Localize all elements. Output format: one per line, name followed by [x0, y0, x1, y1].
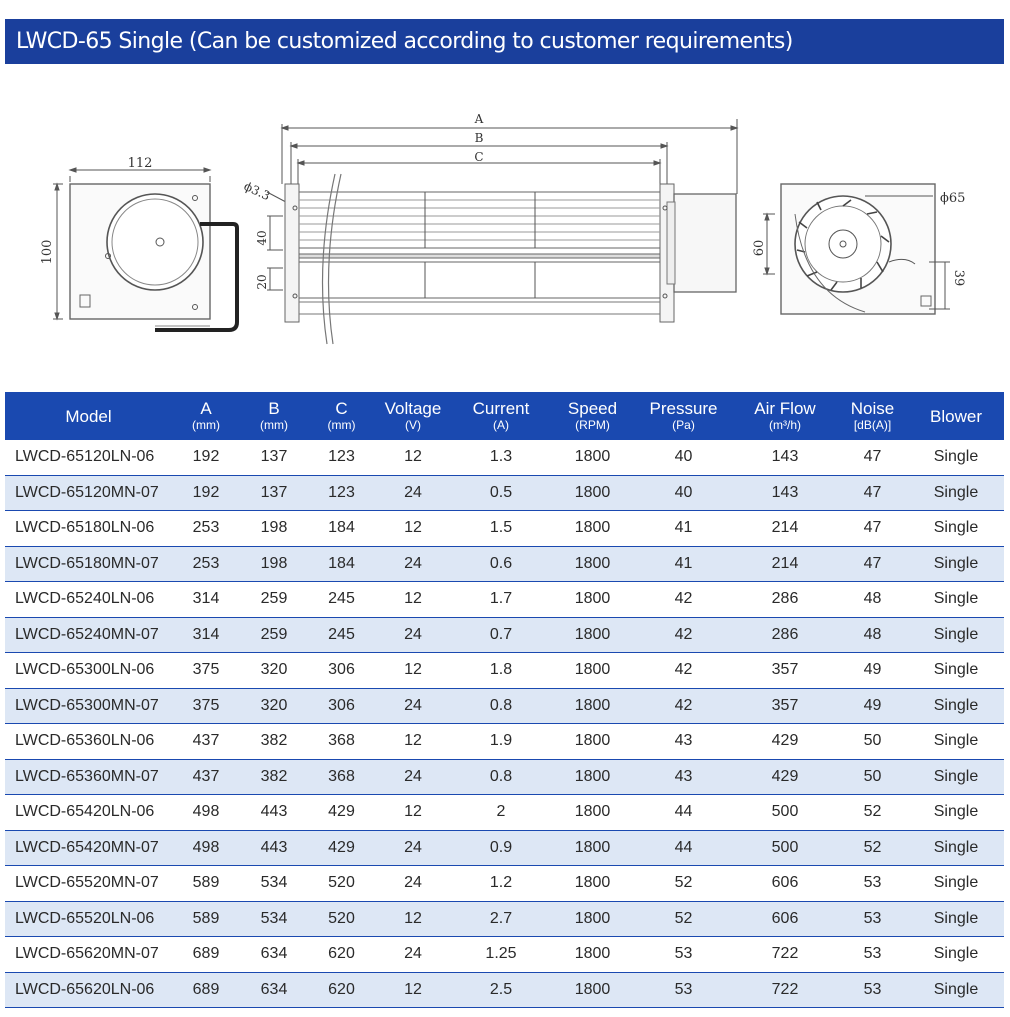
column-header — [634, 392, 733, 440]
table-cell: 306 — [308, 653, 375, 689]
table-cell: 1800 — [551, 759, 634, 795]
table-cell: 192 — [172, 440, 240, 475]
table-cell: 47 — [837, 475, 908, 511]
table-cell: 2.7 — [451, 901, 551, 937]
table-cell: 606 — [733, 901, 837, 937]
column-header-label: C — [335, 399, 348, 418]
table-cell: Single — [908, 901, 1004, 937]
table-cell: 143 — [733, 440, 837, 475]
table-row — [5, 475, 1004, 511]
table-cell: 689 — [172, 972, 240, 1008]
column-header — [733, 392, 837, 440]
table-cell: 1.25 — [451, 937, 551, 973]
table-cell: 47 — [837, 546, 908, 582]
table-cell: Single — [908, 582, 1004, 618]
table-cell: 534 — [240, 901, 308, 937]
table-cell: 498 — [172, 795, 240, 831]
table-cell: 357 — [733, 653, 837, 689]
table-cell: 1800 — [551, 440, 634, 475]
table-row — [5, 653, 1004, 689]
table-cell: 259 — [240, 582, 308, 618]
model-cell: LWCD-65420LN-06 — [5, 795, 172, 831]
table-row — [5, 688, 1004, 724]
table-cell: 2.5 — [451, 972, 551, 1008]
table-cell: 12 — [375, 511, 451, 547]
table-cell: 606 — [733, 866, 837, 902]
table-row — [5, 901, 1004, 937]
column-header-label: Speed — [567, 399, 618, 418]
table-cell: 40 — [634, 475, 733, 511]
table-cell: 52 — [634, 901, 733, 937]
table-cell: 437 — [172, 724, 240, 760]
table-cell: 12 — [375, 972, 451, 1008]
table-cell: 1.2 — [451, 866, 551, 902]
table-cell: 437 — [172, 759, 240, 795]
table-cell: Single — [908, 866, 1004, 902]
model-cell: LWCD-65300MN-07 — [5, 688, 172, 724]
table-cell: 1800 — [551, 724, 634, 760]
column-header-label: Voltage — [384, 399, 442, 418]
table-cell: 49 — [837, 653, 908, 689]
table-cell: 520 — [308, 901, 375, 937]
table-cell: 52 — [837, 795, 908, 831]
table-cell: Single — [908, 759, 1004, 795]
column-header — [240, 392, 308, 440]
table-cell: 286 — [733, 582, 837, 618]
table-cell: 253 — [172, 546, 240, 582]
table-cell: 1.8 — [451, 653, 551, 689]
column-header-label: A — [200, 399, 212, 418]
table-cell: 1800 — [551, 688, 634, 724]
right-height-label: 60 — [752, 239, 767, 257]
table-cell: 184 — [308, 546, 375, 582]
table-cell: 44 — [634, 795, 733, 831]
table-cell: 357 — [733, 688, 837, 724]
impeller-diameter-label: ϕ65 — [940, 191, 966, 206]
table-cell: Single — [908, 937, 1004, 973]
table-row — [5, 440, 1004, 475]
table-cell: Single — [908, 830, 1004, 866]
table-cell: 1800 — [551, 972, 634, 1008]
table-cell: 24 — [375, 546, 451, 582]
table-row — [5, 972, 1004, 1008]
table-cell: 1800 — [551, 617, 634, 653]
table-cell: 198 — [240, 546, 308, 582]
table-row — [5, 866, 1004, 902]
table-cell: 48 — [837, 617, 908, 653]
table-cell: 12 — [375, 582, 451, 618]
dim-b-label: B — [474, 131, 484, 145]
column-header-unit: (V) — [405, 418, 421, 432]
table-cell: 48 — [837, 582, 908, 618]
table-cell: 2 — [451, 795, 551, 831]
table-cell: 12 — [375, 653, 451, 689]
table-cell: 1800 — [551, 653, 634, 689]
column-header-label: B — [268, 399, 280, 418]
table-cell: Single — [908, 688, 1004, 724]
table-cell: 500 — [733, 830, 837, 866]
table-cell: 137 — [240, 440, 308, 475]
table-cell: 375 — [172, 688, 240, 724]
model-cell: LWCD-65180LN-06 — [5, 511, 172, 547]
table-cell: Single — [908, 653, 1004, 689]
table-cell: 214 — [733, 511, 837, 547]
table-cell: 53 — [837, 937, 908, 973]
table-cell: 443 — [240, 795, 308, 831]
table-cell: 41 — [634, 511, 733, 547]
table-cell: 12 — [375, 795, 451, 831]
model-cell: LWCD-65520LN-06 — [5, 901, 172, 937]
table-cell: 12 — [375, 724, 451, 760]
table-cell: 1.5 — [451, 511, 551, 547]
table-cell: 689 — [172, 937, 240, 973]
table-cell: 429 — [733, 724, 837, 760]
side-width-label: 112 — [127, 156, 153, 171]
column-header-unit: [dB(A)] — [853, 418, 892, 432]
table-cell: 286 — [733, 617, 837, 653]
table-cell: Single — [908, 795, 1004, 831]
table-cell: 47 — [837, 440, 908, 475]
table-cell: 184 — [308, 511, 375, 547]
table-cell: 1800 — [551, 795, 634, 831]
column-header-unit: (Pa) — [672, 418, 695, 432]
table-cell: 42 — [634, 582, 733, 618]
model-cell: LWCD-65360LN-06 — [5, 724, 172, 760]
table-cell: 198 — [240, 511, 308, 547]
table-cell: 620 — [308, 937, 375, 973]
table-cell: 634 — [240, 972, 308, 1008]
table-cell: 1800 — [551, 901, 634, 937]
table-row — [5, 582, 1004, 618]
column-header — [5, 392, 172, 440]
model-cell: LWCD-65360MN-07 — [5, 759, 172, 795]
model-cell: LWCD-65180MN-07 — [5, 546, 172, 582]
table-cell: 24 — [375, 937, 451, 973]
table-cell: 443 — [240, 830, 308, 866]
model-cell: LWCD-65240LN-06 — [5, 582, 172, 618]
table-cell: 40 — [634, 440, 733, 475]
table-cell: 368 — [308, 724, 375, 760]
column-header — [908, 392, 1004, 440]
table-cell: 320 — [240, 688, 308, 724]
table-cell: 41 — [634, 546, 733, 582]
table-cell: 245 — [308, 617, 375, 653]
column-header-label: Pressure — [649, 399, 718, 418]
table-cell: 498 — [172, 830, 240, 866]
table-cell: 43 — [634, 759, 733, 795]
table-cell: 42 — [634, 617, 733, 653]
table-cell: 589 — [172, 901, 240, 937]
table-cell: 44 — [634, 830, 733, 866]
table-cell: 123 — [308, 475, 375, 511]
table-cell: 192 — [172, 475, 240, 511]
column-header-unit: (m³/h) — [769, 418, 801, 432]
table-cell: 320 — [240, 653, 308, 689]
column-header — [375, 392, 451, 440]
table-cell: 375 — [172, 653, 240, 689]
page-title: LWCD-65 Single (Can be customized according to customer requirements) — [5, 19, 1004, 64]
table-cell: 24 — [375, 866, 451, 902]
table-cell: 1800 — [551, 511, 634, 547]
model-cell: LWCD-65420MN-07 — [5, 830, 172, 866]
table-cell: 314 — [172, 582, 240, 618]
side-view-right — [752, 184, 966, 314]
front-view — [242, 112, 737, 344]
front-lower-label: 20 — [255, 274, 269, 290]
column-header-label: Blower — [930, 406, 982, 426]
table-cell: 43 — [634, 724, 733, 760]
table-row — [5, 546, 1004, 582]
table-cell: 0.8 — [451, 688, 551, 724]
model-cell: LWCD-65240MN-07 — [5, 617, 172, 653]
table-cell: 1800 — [551, 830, 634, 866]
table-header-row — [5, 392, 1004, 440]
column-header-unit: (mm) — [327, 418, 356, 432]
table-cell: Single — [908, 440, 1004, 475]
table-cell: 53 — [837, 972, 908, 1008]
table-cell: 24 — [375, 617, 451, 653]
table-cell: 49 — [837, 688, 908, 724]
table-cell: 1.9 — [451, 724, 551, 760]
table-body — [5, 440, 1004, 1008]
column-header-label: Noise — [850, 399, 895, 418]
table-cell: Single — [908, 475, 1004, 511]
table-cell: 0.5 — [451, 475, 551, 511]
column-header — [308, 392, 375, 440]
table-row — [5, 937, 1004, 973]
table-cell: 1800 — [551, 582, 634, 618]
table-cell: Single — [908, 972, 1004, 1008]
column-header — [837, 392, 908, 440]
column-header-unit: (mm) — [192, 418, 220, 432]
table-cell: Single — [908, 724, 1004, 760]
table-cell: Single — [908, 617, 1004, 653]
table-row — [5, 511, 1004, 547]
table-cell: 534 — [240, 866, 308, 902]
table-cell: 24 — [375, 759, 451, 795]
column-header-unit: (mm) — [260, 418, 288, 432]
specification-table — [5, 392, 1004, 1008]
table-cell: 24 — [375, 688, 451, 724]
table-cell: 137 — [240, 475, 308, 511]
model-cell: LWCD-65300LN-06 — [5, 653, 172, 689]
column-header-unit: (RPM) — [575, 418, 610, 432]
model-cell: LWCD-65620MN-07 — [5, 937, 172, 973]
table-cell: 429 — [308, 795, 375, 831]
table-cell: 53 — [634, 937, 733, 973]
table-cell: 500 — [733, 795, 837, 831]
table-cell: 47 — [837, 511, 908, 547]
table-cell: 50 — [837, 724, 908, 760]
side-height-label: 100 — [40, 239, 55, 265]
table-cell: 634 — [240, 937, 308, 973]
dim-c-label: C — [474, 150, 484, 164]
table-cell: 0.9 — [451, 830, 551, 866]
table-cell: 1800 — [551, 937, 634, 973]
table-cell: 429 — [733, 759, 837, 795]
column-header-label: Current — [472, 399, 530, 418]
table-cell: 314 — [172, 617, 240, 653]
column-header-label: Air Flow — [754, 399, 816, 418]
table-cell: 53 — [837, 901, 908, 937]
model-cell: LWCD-65520MN-07 — [5, 866, 172, 902]
column-header — [172, 392, 240, 440]
table-cell: 12 — [375, 901, 451, 937]
table-cell: 1800 — [551, 866, 634, 902]
table-cell: 259 — [240, 617, 308, 653]
table-cell: 245 — [308, 582, 375, 618]
table-cell: 24 — [375, 475, 451, 511]
front-upper-label: 40 — [255, 230, 269, 246]
dim-a-label: A — [474, 112, 484, 126]
table-row — [5, 795, 1004, 831]
table-cell: 722 — [733, 937, 837, 973]
right-offset-label: 39 — [951, 269, 966, 287]
table-cell: Single — [908, 511, 1004, 547]
table-cell: 123 — [308, 440, 375, 475]
table-cell: 0.6 — [451, 546, 551, 582]
table-row — [5, 724, 1004, 760]
table-cell: 0.7 — [451, 617, 551, 653]
table-cell: 53 — [837, 866, 908, 902]
table-cell: 52 — [634, 866, 733, 902]
table-cell: 53 — [634, 972, 733, 1008]
column-header — [551, 392, 634, 440]
table-cell: 620 — [308, 972, 375, 1008]
table-cell: 520 — [308, 866, 375, 902]
column-header — [451, 392, 551, 440]
table-cell: 24 — [375, 830, 451, 866]
table-cell: 429 — [308, 830, 375, 866]
table-cell: 382 — [240, 759, 308, 795]
side-view-left — [40, 156, 237, 330]
table-cell: 42 — [634, 688, 733, 724]
table-row — [5, 830, 1004, 866]
table-cell: 368 — [308, 759, 375, 795]
table-cell: 306 — [308, 688, 375, 724]
model-cell: LWCD-65120MN-07 — [5, 475, 172, 511]
column-header-unit: (A) — [493, 418, 509, 432]
table-cell: 253 — [172, 511, 240, 547]
table-cell: 1.7 — [451, 582, 551, 618]
model-cell: LWCD-65620LN-06 — [5, 972, 172, 1008]
table-cell: 722 — [733, 972, 837, 1008]
table-cell: 50 — [837, 759, 908, 795]
table-cell: 143 — [733, 475, 837, 511]
table-cell: Single — [908, 546, 1004, 582]
table-cell: 214 — [733, 546, 837, 582]
table-row — [5, 759, 1004, 795]
technical-drawing — [5, 64, 1004, 392]
table-cell: 1.3 — [451, 440, 551, 475]
table-row — [5, 617, 1004, 653]
table-cell: 382 — [240, 724, 308, 760]
hole-diameter-label: ϕ3.3 — [241, 179, 273, 204]
table-cell: 589 — [172, 866, 240, 902]
model-cell: LWCD-65120LN-06 — [5, 440, 172, 475]
table-cell: 0.8 — [451, 759, 551, 795]
table-cell: 52 — [837, 830, 908, 866]
column-header-label: Model — [65, 406, 112, 426]
table-cell: 42 — [634, 653, 733, 689]
table-cell: 12 — [375, 440, 451, 475]
table-cell: 1800 — [551, 546, 634, 582]
table-cell: 1800 — [551, 475, 634, 511]
